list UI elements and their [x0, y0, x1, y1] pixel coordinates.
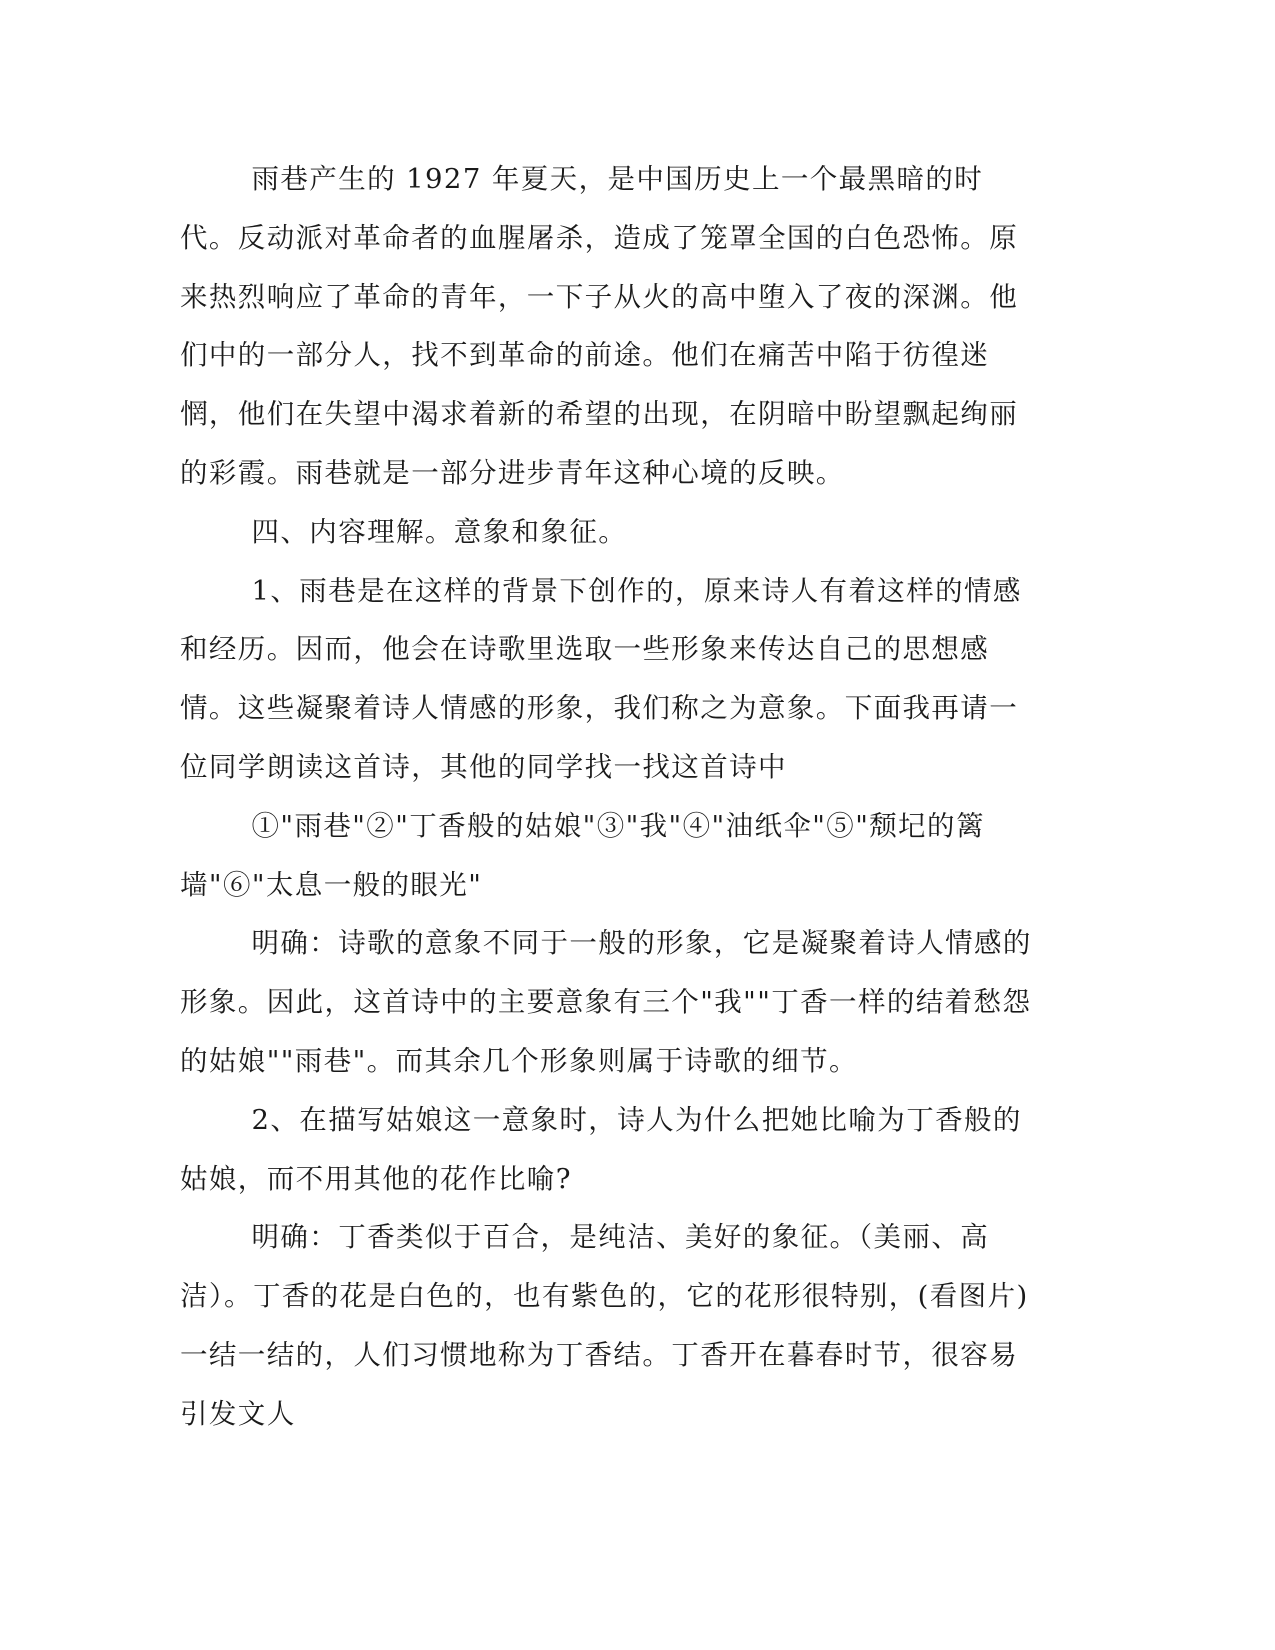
- section-heading-content-understanding: 四、内容理解。意象和象征。: [251, 515, 628, 548]
- paragraph-background: 雨巷产生的 1927 年夏天，是中国历史上一个最黑暗的时代。反动派对革命者的血腥屠杀，造成了笼罩全国的白色恐怖。原来热烈响应了革命的青年，一下子从火的高中堕入了夜的深渊。他们中的一部分人，找不到革命的前途。他们在痛苦中陷于彷徨迷惘，他们在失望中渴求着新的希望的出现，在阴暗中盼望飘起绚丽的彩霞。雨巷就是一部分进步青年这种心境的反映。: [180, 163, 1019, 489]
- paragraph-image-list: ①"雨巷"②"丁香般的姑娘"③"我"④"油纸伞"⑤"颓圮的篱墙"⑥"太息一般的眼光": [180, 809, 985, 901]
- document-body: [180, 150, 1040, 1444]
- paragraph-answer-1: 明确：诗歌的意象不同于一般的形象，它是凝聚着诗人情感的形象。因此，这首诗中的主要意象有三个"我""丁香一样的结着愁怨的姑娘""雨巷"。而其余几个形象则属于诗歌的细节。: [180, 927, 1032, 1077]
- paragraph-answer-2: 明确：丁香类似于百合，是纯洁、美好的象征。（美丽、高洁）。丁香的花是白色的，也有紫色的，它的花形很特别，(看图片)一结一结的，人们习惯地称为丁香结。丁香开在暮春时节，很容易引发文人: [180, 1221, 1029, 1430]
- paragraph-question-2: 2、在描写姑娘这一意象时，诗人为什么把她比喻为丁香般的姑娘，而不用其他的花作比喻?: [180, 1103, 1022, 1195]
- paragraph-question-1: 1、雨巷是在这样的背景下创作的，原来诗人有着这样的情感和经历。因而，他会在诗歌里选取一些形象来传达自己的思想感情。这些凝聚着诗人情感的形象，我们称之为意象。下面我再请一位同学朗读这首诗，其他的同学找一找这首诗中: [180, 574, 1022, 783]
